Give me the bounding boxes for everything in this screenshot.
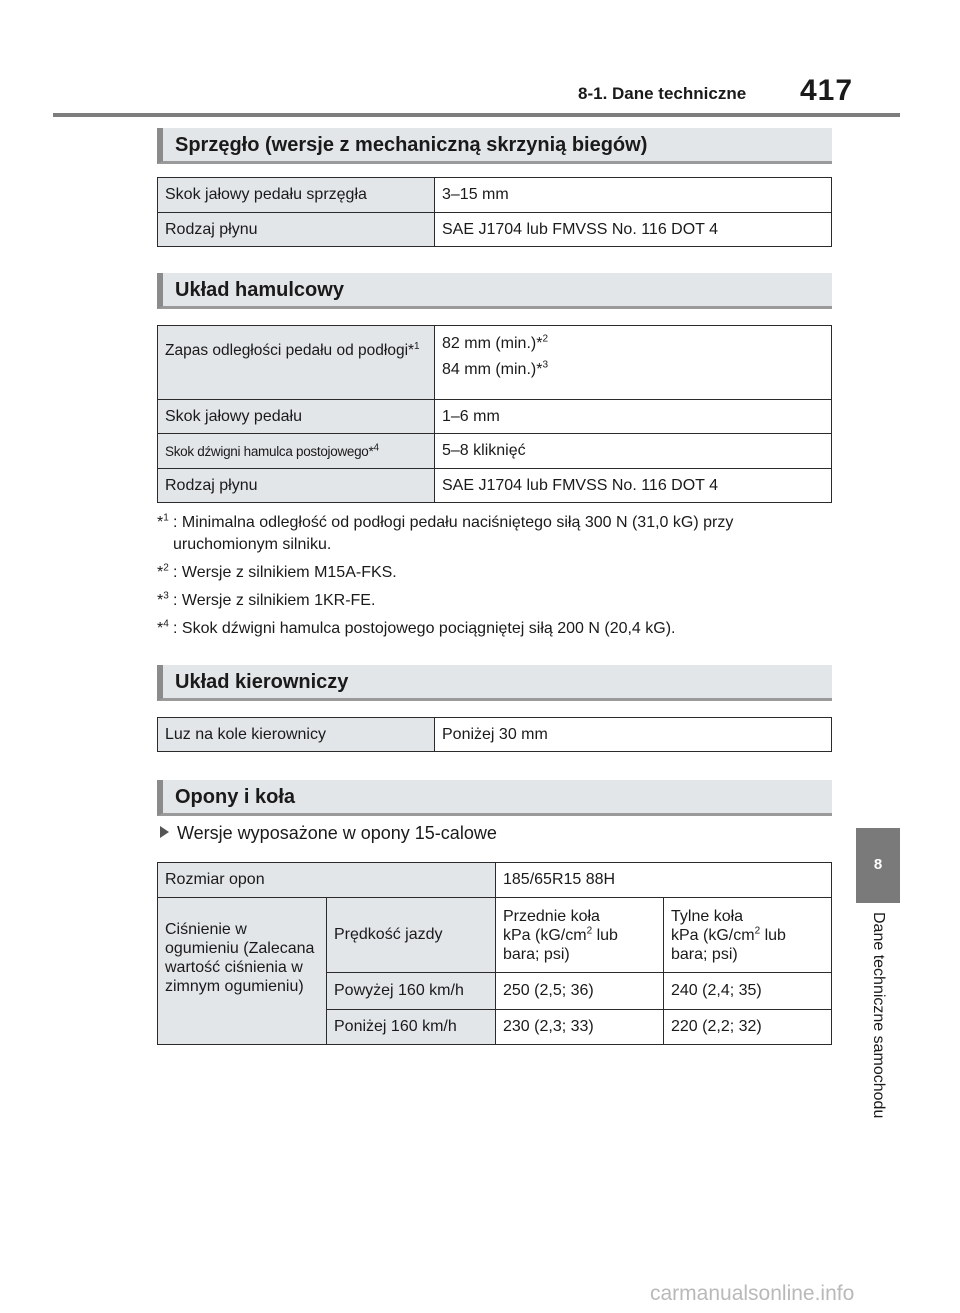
tyre-table (157, 862, 832, 1045)
table-row (158, 400, 832, 434)
row-value: 3–15 mm (435, 178, 832, 213)
footnote-number: 4 (163, 618, 169, 630)
footnote-mark: * (157, 564, 164, 581)
footnote-number: 1 (163, 512, 169, 524)
speed-header: Prędkość jazdy (327, 898, 496, 973)
header-text: Przednie koła (503, 907, 600, 925)
section-heading-clutch (157, 128, 832, 164)
footnote-ref: 4 (373, 442, 379, 453)
footnote-mark: * (157, 514, 164, 531)
chapter-number: 8 (873, 856, 883, 873)
section-heading-brakes (157, 273, 832, 309)
watermark: carmanualsonline.info (650, 1282, 855, 1305)
bullet-text: Wersje wyposażone w opony 15-calowe (177, 823, 497, 843)
table-row (158, 178, 832, 213)
value-text: 84 mm (min.)* (442, 361, 543, 378)
section-title: Opony i koła (175, 786, 296, 808)
page-header-section: 8-1. Dane techniczne (578, 84, 747, 103)
row-value: Poniżej 30 mm (435, 718, 832, 752)
steering-table (157, 717, 832, 752)
value-text: 82 mm (min.)* (442, 335, 543, 352)
section-heading-tyres (157, 780, 832, 816)
rear-header (664, 898, 832, 973)
table-row (158, 718, 832, 752)
superscript: 2 (754, 925, 761, 937)
row-value (435, 326, 832, 400)
row-label: Rodzaj płynu (158, 469, 435, 503)
footnote-mark: * (157, 592, 164, 609)
footnote (157, 590, 837, 612)
label-text: Zapas odległości pedału od podłogi* (165, 342, 415, 359)
row-value: 185/65R15 88H (496, 863, 832, 898)
footnote (157, 512, 837, 556)
superscript: 2 (586, 925, 593, 937)
header-text: Tylne koła (671, 907, 744, 925)
brakes-table (157, 325, 832, 503)
row-label: Skok jałowy pedału sprzęgła (158, 178, 435, 213)
footnote-mark: * (157, 620, 164, 637)
front-cell: 230 (2,3; 33) (496, 1010, 664, 1045)
front-header (496, 898, 664, 973)
table-row (158, 213, 832, 247)
footnote-ref: 3 (542, 359, 549, 371)
footnote-ref: 2 (542, 333, 549, 345)
speed-cell: Poniżej 160 km/h (327, 1010, 496, 1045)
header-text: kPa (kG/cm (503, 926, 587, 944)
row-label (158, 434, 435, 469)
section-title: Sprzęgło (wersje z mechaniczną skrzynią biegów) (175, 134, 648, 156)
speed-cell: Powyżej 160 km/h (327, 973, 496, 1010)
table-row (158, 326, 832, 400)
table-row (158, 469, 832, 503)
chapter-title: Dane techniczne samochodu (870, 912, 887, 1119)
row-label: Rodzaj płynu (158, 213, 435, 247)
header-text: lub bara; psi) (503, 926, 618, 963)
row-value: 5–8 kliknięć (435, 434, 832, 469)
row-label: Rozmiar opon (158, 863, 496, 898)
row-value: 1–6 mm (435, 400, 832, 434)
clutch-table (157, 177, 832, 247)
rear-cell: 220 (2,2; 32) (664, 1010, 832, 1045)
footnote-text: : Wersje z silnikiem M15A-FKS. (173, 564, 397, 581)
row-label: Skok jałowy pedału (158, 400, 435, 434)
arrow-right-icon (160, 826, 169, 838)
pressure-label: Ciśnienie w ogumieniu (Zalecana wartość ciśnienia w zimnym ogumieniu) (158, 898, 327, 1045)
header-rule (53, 113, 900, 117)
footnote-number: 2 (163, 562, 169, 574)
header-text: lub bara; psi) (671, 926, 786, 963)
footnote-ref: 1 (414, 340, 420, 352)
row-label (158, 326, 435, 400)
front-cell: 250 (2,5; 36) (496, 973, 664, 1010)
footnote (157, 618, 837, 640)
footnote-text: : Skok dźwigni hamulca postojowego pociągniętej siłą 200 N (20,4 kG). (173, 620, 676, 637)
header-text: kPa (kG/cm (671, 926, 755, 944)
footnote-number: 3 (163, 590, 169, 602)
row-value: SAE J1704 lub FMVSS No. 116 DOT 4 (435, 469, 832, 503)
table-row (158, 863, 832, 898)
table-row (158, 434, 832, 469)
footnote (157, 562, 837, 584)
row-value: SAE J1704 lub FMVSS No. 116 DOT 4 (435, 213, 832, 247)
footnote-text: : Wersje z silnikiem 1KR-FE. (173, 592, 376, 609)
page-number: 417 (800, 74, 854, 107)
section-heading-steering (157, 665, 832, 701)
chapter-tab[interactable] (856, 828, 900, 903)
footnote-text: : Minimalna odległość od podłogi pedału naciśniętego siłą 300 N (31,0 kG) przy uruchomionym silniku. (173, 514, 734, 553)
table-row (158, 898, 832, 973)
rear-cell: 240 (2,4; 35) (664, 973, 832, 1010)
section-title: Układ kierowniczy (175, 671, 349, 693)
section-title: Układ hamulcowy (175, 279, 344, 301)
bullet-item (160, 823, 497, 844)
row-label: Luz na kole kierownicy (158, 718, 435, 752)
label-text: Skok dźwigni hamulca postojowego* (165, 443, 374, 459)
